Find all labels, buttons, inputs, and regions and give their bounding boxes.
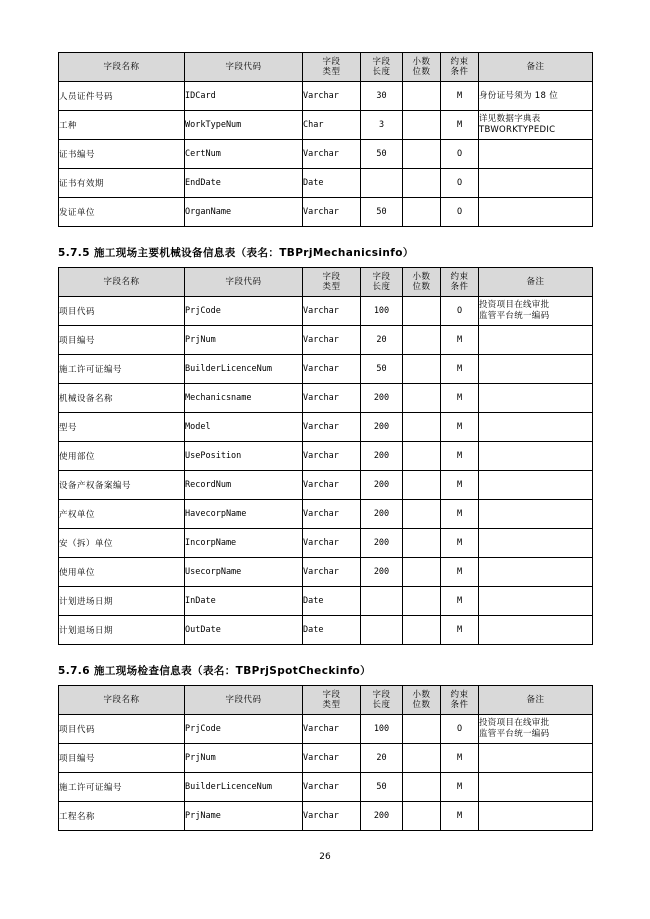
cell-field-code: PrjCode [185,715,303,744]
table-row [59,442,593,471]
cell-field-code: IncorpName [185,529,303,558]
cell-field-remark: 投资项目在线审批 监管平台统一编码 [479,715,593,744]
table-wrapper [58,267,592,645]
table-header-row [59,53,593,82]
section-heading: 5.7.5 施工现场主要机械设备信息表（表名：TBPrjMechanicsinfo） [58,247,414,259]
table-row [59,744,593,773]
cell-field-name: 施工许可证编号 [59,773,185,802]
cell-field-code: BuilderLicenceNum [185,355,303,384]
cell-field-type: Char [303,111,361,140]
column-header-length: 字段 长度 [361,686,403,715]
cell-field-constraint: M [441,82,479,111]
table-row [59,558,593,587]
cell-field-constraint: M [441,744,479,773]
cell-field-length [361,616,403,645]
cell-field-remark [479,500,593,529]
cell-field-constraint: M [441,500,479,529]
cell-field-type: Varchar [303,802,361,831]
cell-field-decimals [403,773,441,802]
cell-field-name: 人员证件号码 [59,82,185,111]
cell-field-name: 项目代码 [59,715,185,744]
cell-field-length: 50 [361,140,403,169]
cell-field-length: 50 [361,773,403,802]
cell-field-name: 证书有效期 [59,169,185,198]
column-header-remark: 备注 [479,686,593,715]
cell-field-constraint: M [441,529,479,558]
column-header-remark: 备注 [479,53,593,82]
table-mechanics [58,267,593,645]
cell-field-constraint: M [441,587,479,616]
cell-field-name: 计划进场日期 [59,587,185,616]
cell-field-length: 100 [361,715,403,744]
table-row [59,616,593,645]
cell-field-constraint: O [441,169,479,198]
cell-field-constraint: M [441,413,479,442]
cell-field-code: UsePosition [185,442,303,471]
cell-field-code: IDCard [185,82,303,111]
cell-field-decimals [403,82,441,111]
cell-field-constraint: M [441,111,479,140]
cell-field-constraint: M [441,558,479,587]
cell-field-code: Model [185,413,303,442]
cell-field-name: 设备产权备案编号 [59,471,185,500]
cell-field-length: 200 [361,471,403,500]
cell-field-constraint: M [441,616,479,645]
table-row [59,802,593,831]
cell-field-remark [479,140,593,169]
cell-field-code: HavecorpName [185,500,303,529]
table-top-continued [58,52,593,227]
cell-field-constraint: O [441,140,479,169]
cell-field-remark [479,198,593,227]
column-header-constraint: 约束 条件 [441,268,479,297]
cell-field-type: Varchar [303,326,361,355]
cell-field-code: InDate [185,587,303,616]
cell-field-length: 50 [361,355,403,384]
column-header-name: 字段名称 [59,268,185,297]
table-row [59,140,593,169]
cell-field-type: Date [303,587,361,616]
cell-field-type: Varchar [303,297,361,326]
cell-field-length: 50 [361,198,403,227]
cell-field-decimals [403,326,441,355]
cell-field-remark: 详见数据字典表 TBWORKTYPEDIC [479,111,593,140]
cell-field-remark [479,384,593,413]
cell-field-code: CertNum [185,140,303,169]
cell-field-constraint: O [441,198,479,227]
cell-field-code: PrjNum [185,326,303,355]
cell-field-length: 200 [361,802,403,831]
cell-field-type: Varchar [303,198,361,227]
cell-field-constraint: M [441,384,479,413]
column-header-name: 字段名称 [59,53,185,82]
cell-field-constraint: M [441,471,479,500]
cell-field-code: EndDate [185,169,303,198]
cell-field-decimals [403,355,441,384]
table-row [59,326,593,355]
cell-field-type: Varchar [303,529,361,558]
table-row [59,198,593,227]
cell-field-code: UsecorpName [185,558,303,587]
cell-field-name: 机械设备名称 [59,384,185,413]
cell-field-length: 200 [361,558,403,587]
cell-field-name: 发证单位 [59,198,185,227]
cell-field-type: Varchar [303,82,361,111]
column-header-constraint: 约束 条件 [441,686,479,715]
cell-field-type: Date [303,616,361,645]
cell-field-constraint: M [441,442,479,471]
table-row [59,715,593,744]
column-header-length: 字段 长度 [361,268,403,297]
column-header-type: 字段 类型 [303,268,361,297]
cell-field-length: 200 [361,442,403,471]
cell-field-length: 3 [361,111,403,140]
table-row [59,413,593,442]
cell-field-decimals [403,500,441,529]
cell-field-remark [479,326,593,355]
cell-field-constraint: O [441,297,479,326]
cell-field-type: Varchar [303,773,361,802]
cell-field-code: OutDate [185,616,303,645]
cell-field-type: Varchar [303,140,361,169]
table-row [59,773,593,802]
column-header-type: 字段 类型 [303,686,361,715]
cell-field-name: 项目编号 [59,326,185,355]
cell-field-decimals [403,529,441,558]
tables-container [58,52,592,831]
cell-field-decimals [403,169,441,198]
cell-field-constraint: M [441,773,479,802]
cell-field-length: 200 [361,500,403,529]
page-number: 26 [319,852,331,862]
table-row [59,111,593,140]
table-row [59,297,593,326]
column-header-decimals: 小数 位数 [403,686,441,715]
table-spotcheck [58,685,593,831]
cell-field-remark: 投资项目在线审批 监管平台统一编码 [479,297,593,326]
cell-field-length: 200 [361,384,403,413]
cell-field-type: Varchar [303,715,361,744]
cell-field-name: 使用部位 [59,442,185,471]
column-header-decimals: 小数 位数 [403,53,441,82]
cell-field-constraint: M [441,355,479,384]
table-row [59,355,593,384]
cell-field-name: 施工许可证编号 [59,355,185,384]
cell-field-remark [479,558,593,587]
page-content [58,52,592,831]
cell-field-name: 计划退场日期 [59,616,185,645]
cell-field-code: RecordNum [185,471,303,500]
cell-field-length: 200 [361,413,403,442]
cell-field-remark [479,355,593,384]
cell-field-name: 型号 [59,413,185,442]
cell-field-length: 30 [361,82,403,111]
cell-field-remark [479,413,593,442]
cell-field-type: Varchar [303,471,361,500]
cell-field-name: 项目代码 [59,297,185,326]
cell-field-decimals [403,558,441,587]
column-header-type: 字段 类型 [303,53,361,82]
column-header-code: 字段代码 [185,268,303,297]
column-header-length: 字段 长度 [361,53,403,82]
cell-field-remark [479,802,593,831]
cell-field-name: 工种 [59,111,185,140]
table-row [59,471,593,500]
cell-field-name: 工程名称 [59,802,185,831]
cell-field-remark [479,442,593,471]
cell-field-code: PrjCode [185,297,303,326]
cell-field-code: Mechanicsname [185,384,303,413]
cell-field-decimals [403,587,441,616]
cell-field-decimals [403,111,441,140]
column-header-code: 字段代码 [185,53,303,82]
cell-field-name: 产权单位 [59,500,185,529]
cell-field-remark [479,616,593,645]
cell-field-decimals [403,198,441,227]
cell-field-type: Varchar [303,500,361,529]
cell-field-decimals [403,297,441,326]
cell-field-length [361,169,403,198]
cell-field-length: 20 [361,326,403,355]
cell-field-remark: 身份证号须为 18 位 [479,82,593,111]
cell-field-remark [479,529,593,558]
cell-field-length: 200 [361,529,403,558]
cell-field-type: Date [303,169,361,198]
column-header-constraint: 约束 条件 [441,53,479,82]
cell-field-type: Varchar [303,744,361,773]
cell-field-remark [479,587,593,616]
cell-field-constraint: M [441,802,479,831]
cell-field-type: Varchar [303,384,361,413]
cell-field-type: Varchar [303,355,361,384]
cell-field-remark [479,773,593,802]
cell-field-code: BuilderLicenceNum [185,773,303,802]
cell-field-type: Varchar [303,413,361,442]
cell-field-code: OrganName [185,198,303,227]
cell-field-decimals [403,413,441,442]
cell-field-code: PrjNum [185,744,303,773]
cell-field-length [361,587,403,616]
column-header-decimals: 小数 位数 [403,268,441,297]
cell-field-name: 安（拆）单位 [59,529,185,558]
cell-field-decimals [403,744,441,773]
cell-field-decimals [403,140,441,169]
table-wrapper [58,685,592,831]
table-wrapper [58,52,592,227]
section-heading: 5.7.6 施工现场检查信息表（表名：TBPrjSpotCheckinfo） [58,665,372,677]
cell-field-name: 证书编号 [59,140,185,169]
table-row [59,169,593,198]
cell-field-decimals [403,384,441,413]
cell-field-length: 20 [361,744,403,773]
cell-field-decimals [403,802,441,831]
table-row [59,529,593,558]
cell-field-decimals [403,616,441,645]
table-header-row [59,268,593,297]
cell-field-constraint: O [441,715,479,744]
cell-field-type: Varchar [303,442,361,471]
column-header-code: 字段代码 [185,686,303,715]
cell-field-remark [479,169,593,198]
table-row [59,500,593,529]
table-row [59,384,593,413]
table-row [59,82,593,111]
cell-field-decimals [403,715,441,744]
cell-field-code: WorkTypeNum [185,111,303,140]
cell-field-decimals [403,442,441,471]
cell-field-length: 100 [361,297,403,326]
cell-field-code: PrjName [185,802,303,831]
cell-field-remark [479,471,593,500]
table-row [59,587,593,616]
cell-field-decimals [403,471,441,500]
cell-field-type: Varchar [303,558,361,587]
table-header-row [59,686,593,715]
cell-field-name: 项目编号 [59,744,185,773]
column-header-remark: 备注 [479,268,593,297]
cell-field-remark [479,744,593,773]
cell-field-name: 使用单位 [59,558,185,587]
column-header-name: 字段名称 [59,686,185,715]
cell-field-constraint: M [441,326,479,355]
